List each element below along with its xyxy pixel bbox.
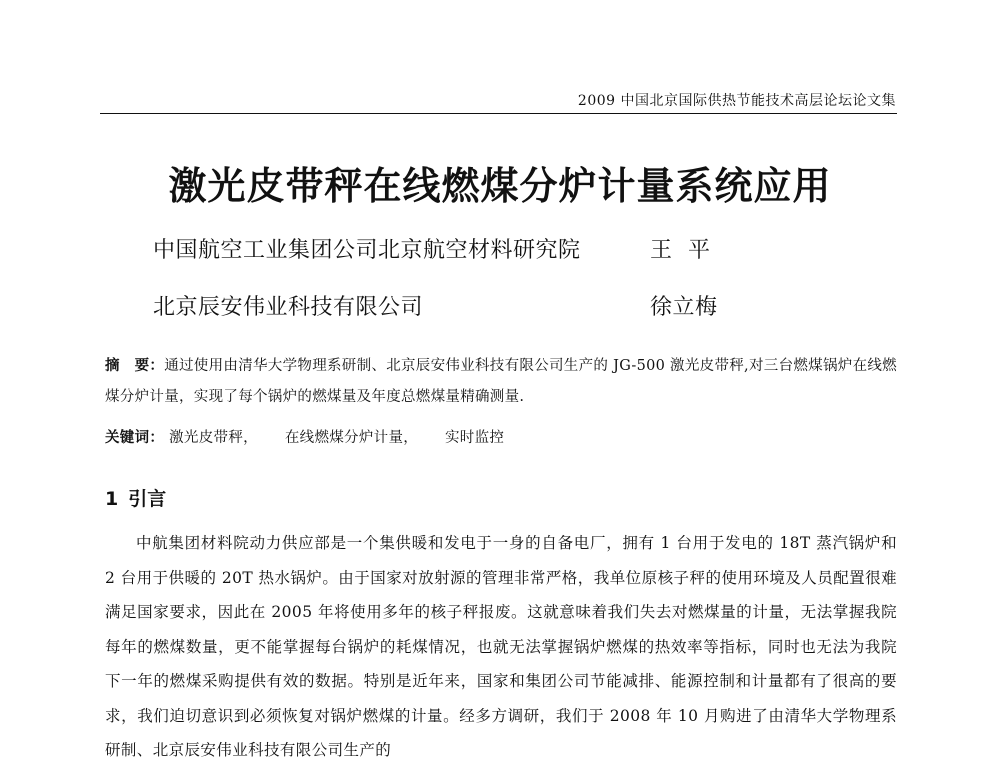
body-paragraph: 中航集团材料院动力供应部是一个集供暖和发电于一身的自备电厂，拥有 1 台用于发电的 18T 蒸汽锅炉和 2 台用于供暖的 20T 热水锅炉。由于国家对放射源的管理非常严格，我单位原核子秤的使用环境及人员配置很难满足国家要求，因此在 2005 年将使用多年的核子秤报废。这就意味着我们失去对燃煤量的计量，无法掌握我院每年的燃煤数量，更不能掌握每台锅炉的耗煤情况，也就无法掌握锅炉燃煤的热效率等指标，同时也无法为我院下一年的燃煤采购提供有效的数据。特别是近年来，国家和集团公司节能减排、能源控制和计量都有了很高的要求，我们迫切意识到必须恢复对锅炉燃煤的计量。经多方调研，我们于 2008 年 10 月购进了由清华大学物理系研制、北京辰安伟业科技有限公司生产的 [105,534,897,759]
paper-title: 激光皮带秤在线燃煤分炉计量系统应用 [168,164,832,208]
keyword: 实时监控 [444,430,505,446]
author-affiliation-2: 北京辰安伟业科技有限公司 [153,295,424,320]
section-title: 引言 [128,488,167,510]
abstract-text: 通过使用由清华大学物理系研制、北京辰安伟业科技有限公司生产的 JG-500 激光皮带秤,对三台燃煤锅炉在线燃煤分炉计量，实现了每个锅炉的燃煤量及年度总燃煤量精确测量. [105,358,897,405]
keywords-label: 关键词： [105,430,165,446]
abstract-label: 摘 要： [105,358,165,374]
keyword: 在线燃煤分炉计量， [284,430,419,446]
abstract [105,351,900,413]
keywords [105,426,900,447]
section-number: 1 [105,488,119,510]
running-header: 2009 中国北京国际供热节能技术高层论坛论文集 [577,93,896,109]
section-heading [105,484,166,511]
header-rule [100,113,897,114]
author-name-1: 王平 [650,238,727,263]
author-affiliation-1: 中国航空工业集团公司北京航空材料研究院 [153,238,581,263]
author-name-2: 徐立梅 [650,295,718,320]
keyword: 激光皮带秤， [169,430,258,446]
